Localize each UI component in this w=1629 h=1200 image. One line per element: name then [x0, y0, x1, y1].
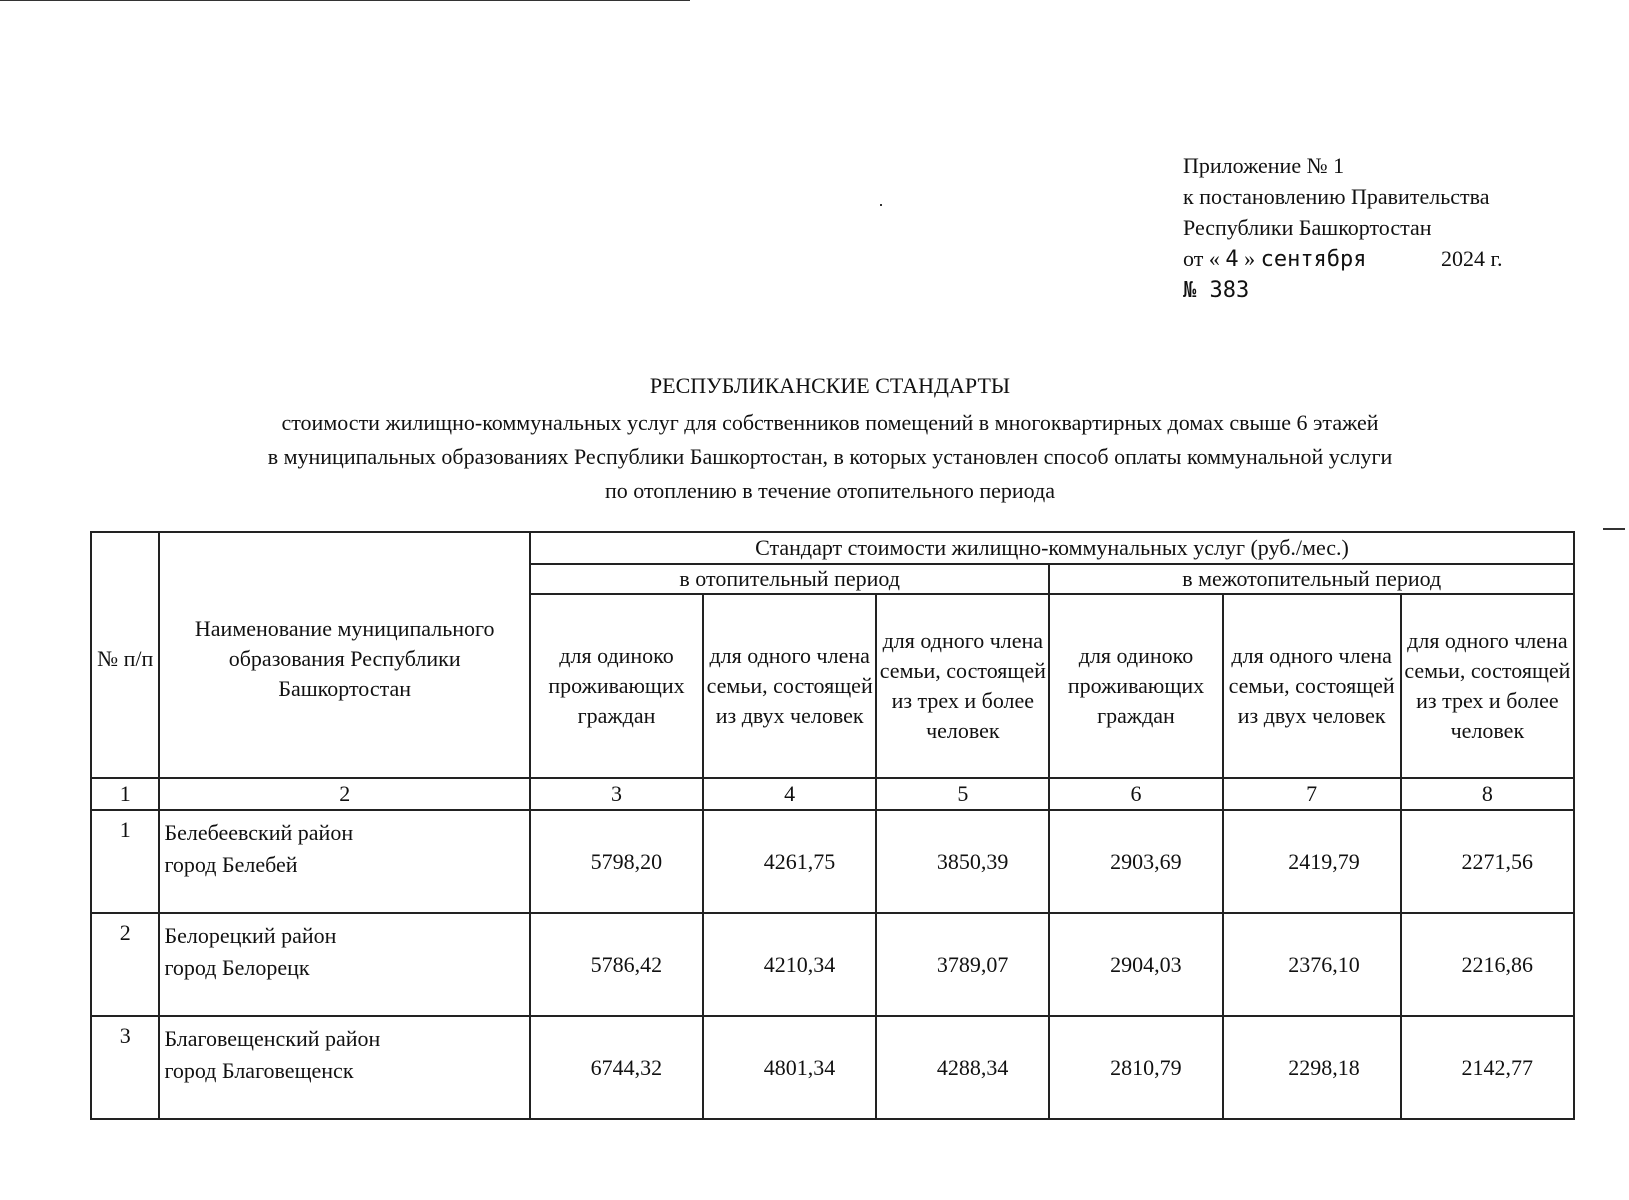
city-name: город Белорецк: [164, 955, 310, 980]
appendix-block: [1183, 150, 1543, 306]
title-main: РЕСПУБЛИКАНСКИЕ СТАНДАРТЫ: [649, 373, 1011, 398]
col-number: 4: [703, 778, 876, 810]
col-number: 2: [159, 778, 529, 810]
table-cell: 2904,03: [1049, 913, 1222, 1016]
scan-mark: [1603, 528, 1625, 530]
col-number: 8: [1401, 778, 1574, 810]
title-line-1: стоимости жилищно-коммунальных услуг для собственников помещений в многоквартирных домах свыше 6 этажей: [281, 410, 1379, 435]
table-cell: 4210,34: [703, 913, 876, 1016]
table-cell: 2903,69: [1049, 810, 1222, 913]
city-name: город Белебей: [164, 852, 298, 877]
table-cell: 2376,10: [1223, 913, 1401, 1016]
scan-mark: [0, 0, 690, 1]
table-cell: 2419,79: [1223, 810, 1401, 913]
appendix-line-1: Приложение № 1: [1183, 153, 1345, 178]
table-row: [91, 810, 1574, 913]
document-title: [90, 366, 1570, 508]
table-cell: 4288,34: [876, 1016, 1049, 1119]
standards-table: [90, 531, 1575, 1120]
table-row: [91, 913, 1574, 1016]
table-cell: 5798,20: [530, 810, 703, 913]
table-cell: 2271,56: [1401, 810, 1574, 913]
municipality-name: [159, 810, 529, 913]
table-cell: 3850,39: [876, 810, 1049, 913]
header-heating-period: в отопительный период: [530, 564, 1049, 594]
col-number: 1: [91, 778, 159, 810]
table-row: [91, 1016, 1574, 1119]
appendix-date: [1183, 243, 1543, 275]
title-line-2: в муниципальных образованиях Республики Башкортостан, в которых установлен способ оплаты коммунальной услуги: [267, 444, 1393, 469]
scan-mark: [880, 204, 882, 206]
table-cell: 2298,18: [1223, 1016, 1401, 1119]
municipality-name: [159, 913, 529, 1016]
column-number-row: [91, 778, 1574, 810]
district-name: Белебеевский район: [164, 820, 354, 845]
district-name: Благовещенский район: [164, 1026, 381, 1051]
table-cell: 2216,86: [1401, 913, 1574, 1016]
date-mid: »: [1244, 246, 1256, 271]
header-nonheating-period: в межотопительный период: [1049, 564, 1574, 594]
header-col-8: для одного члена семьи, состоящей из трех и более человек: [1401, 594, 1574, 778]
table-cell: 2810,79: [1049, 1016, 1222, 1119]
table-cell: 4261,75: [703, 810, 876, 913]
table-cell: 6744,32: [530, 1016, 703, 1119]
col-number: 5: [876, 778, 1049, 810]
district-name: Белорецкий район: [164, 923, 337, 948]
table-cell: 4801,34: [703, 1016, 876, 1119]
header-col-3: для одиноко проживающих граждан: [530, 594, 703, 778]
date-month: сентября: [1260, 247, 1367, 272]
header-col-4: для одного члена семьи, состоящей из двух человек: [703, 594, 876, 778]
appendix-line-3: Республики Башкортостан: [1183, 215, 1432, 240]
table-cell: 5786,42: [530, 913, 703, 1016]
date-year: 2024 г.: [1441, 246, 1503, 271]
table-cell: 3789,07: [876, 913, 1049, 1016]
row-number: 1: [91, 810, 159, 913]
title-line-3: по отоплению в течение отопительного периода: [604, 478, 1056, 503]
header-standard: Стандарт стоимости жилищно-коммунальных услуг (руб./мес.): [530, 532, 1574, 564]
row-number: 2: [91, 913, 159, 1016]
header-name: Наименование муниципального образования Республики Башкортостан: [159, 532, 529, 778]
municipality-name: [159, 1016, 529, 1119]
col-number: 6: [1049, 778, 1222, 810]
col-number: 3: [530, 778, 703, 810]
col-number: 7: [1223, 778, 1401, 810]
row-number: 3: [91, 1016, 159, 1119]
appendix-number: № 383: [1183, 278, 1250, 303]
table-cell: 2142,77: [1401, 1016, 1574, 1119]
header-col-7: для одного члена семьи, состоящей из двух человек: [1223, 594, 1401, 778]
date-prefix: от «: [1183, 246, 1220, 271]
header-number: № п/п: [91, 532, 159, 778]
header-col-5: для одного члена семьи, состоящей из трех и более человек: [876, 594, 1049, 778]
header-col-6: для одиноко проживающих граждан: [1049, 594, 1222, 778]
date-day: 4: [1225, 247, 1239, 272]
city-name: город Благовещенск: [164, 1058, 354, 1083]
appendix-line-2: к постановлению Правительства: [1183, 184, 1490, 209]
